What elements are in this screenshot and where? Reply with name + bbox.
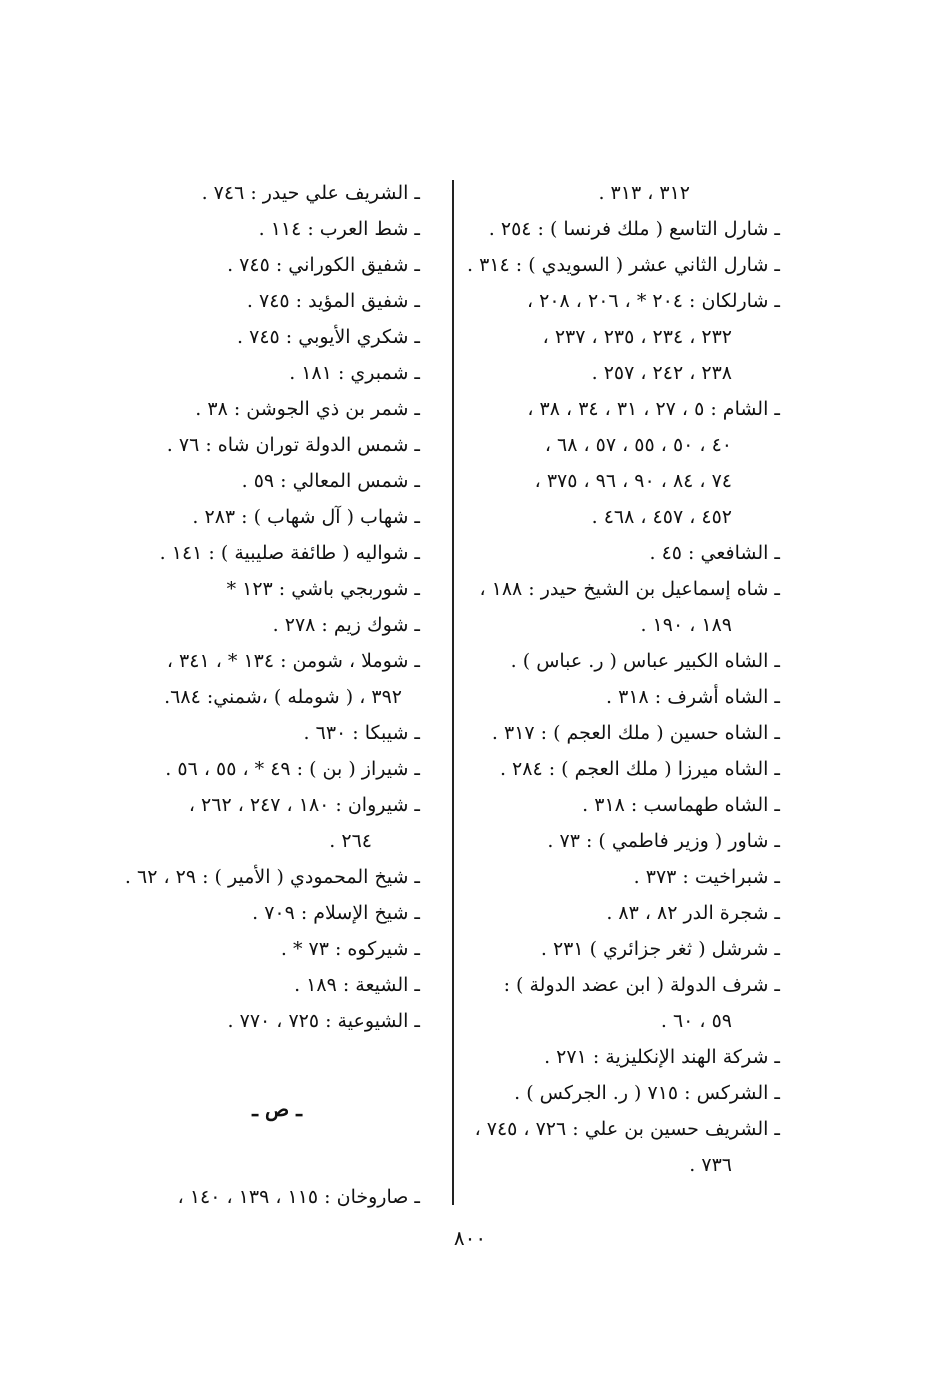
index-entry-continuation: ٤٠ ، ٥٠ ، ٥٥ ، ٥٧ ، ٦٨ ، <box>544 434 732 456</box>
index-entry: ـ شفيق الكوراني : ٧٤٥ . <box>227 254 420 276</box>
page-number: ٨٠٠ <box>453 1226 487 1250</box>
section-heading: ـ ص ـ <box>252 1097 302 1121</box>
index-entry: ـ شهاب ( آل شهاب ) : ٢٨٣ . <box>192 506 420 528</box>
index-entry: ـ الشام : ٥ ، ٢٧ ، ٣١ ، ٣٤ ، ٣٨ ، <box>527 398 780 420</box>
index-entry: ـ شيراز ( بن ) : ٤٩ * ، ٥٥ ، ٥٦ . <box>165 758 420 780</box>
index-entry: ـ الشريف علي حيدر : ٧٤٦ . <box>201 182 420 204</box>
index-entry: ـ شرف الدولة ( ابن عضد الدولة ) : <box>503 974 780 996</box>
index-entry: ـ شفيق المؤيد : ٧٤٥ . <box>246 290 420 312</box>
index-entry-continuation: ١٨٩ ، ١٩٠ . <box>640 614 732 636</box>
index-entry: ـ شيركوه : ٧٣ * . <box>280 938 420 960</box>
index-entry: ـ شمس المعالي : ٥٩ . <box>241 470 420 492</box>
index-entry: ـ شوملا ، شومن : ١٣٤ * ، ٣٤١ ، <box>166 650 420 672</box>
index-entry: ـ الشيعة : ١٨٩ . <box>294 974 420 996</box>
index-entry: ـ شيخ الإسلام : ٧٠٩ . <box>252 902 420 924</box>
index-entry: ـ الشريف حسين بن علي : ٧٢٦ ، ٧٤٥ ، <box>474 1118 780 1140</box>
index-entry: ـ شبراخيت : ٣٧٣ . <box>633 866 780 888</box>
index-entry: ـ الشاه حسين ( ملك العجم ) : ٣١٧ . <box>491 722 780 744</box>
index-entry: ـ شرشل ( ثغر جزائري ) ٢٣١ . <box>540 938 780 960</box>
section-gap <box>110 1039 420 1079</box>
index-entry: ـ الشاه ميرزا ( ملك العجم ) : ٢٨٤ . <box>499 758 780 780</box>
index-entry: ـ الشيوعية : ٧٢٥ ، ٧٧٠ . <box>227 1010 420 1032</box>
index-entry-continuation: ٣٩٢ ، ( شومله ) ،شمني: ٦٨٤. <box>164 686 402 708</box>
index-column-right <box>460 175 780 1183</box>
index-entry: ٣١٢ ، ٣١٣ . <box>598 182 690 204</box>
index-entry: ـ شمس الدولة توران شاه : ٧٦ . <box>166 434 420 456</box>
index-entry: ـ شوربجي باشي : ١٢٣ * <box>226 578 420 600</box>
index-entry: ـ شوك زيم : ٢٧٨ . <box>272 614 420 636</box>
index-entry: ـ شيخ المحمودي ( الأمير ) : ٢٩ ، ٦٢ . <box>124 866 420 888</box>
index-entry: ـ الشركس : ٧١٥ ( ر. الجركس ) . <box>514 1082 780 1104</box>
index-entry: ـ شاه إسماعيل بن الشيخ حيدر : ١٨٨ ، <box>479 578 780 600</box>
index-entry: ـ شواليه ( طائفة صليبية ) : ١٤١ . <box>159 542 420 564</box>
index-entry: ـ الشاه الكبير عباس ( ر. عباس ) . <box>510 650 780 672</box>
index-entry: ـ شارل الثاني عشر ( السويدي ) : ٣١٤ . <box>467 254 780 276</box>
index-entry: ـ شركة الهند الإنكليزية : ٢٧١ . <box>544 1046 780 1068</box>
index-entry-continuation: ٤٥٢ ، ٤٥٧ ، ٤٦٨ . <box>591 506 732 528</box>
index-entry-continuation: ٧٣٦ . <box>689 1154 732 1176</box>
index-entry: ـ شمبري : ١٨١ . <box>289 362 420 384</box>
index-entry: ـ شيروان : ١٨٠ ، ٢٤٧ ، ٢٦٢ ، <box>188 794 420 816</box>
index-entry: ـ شط العرب : ١١٤ . <box>258 218 420 240</box>
index-entry-continuation: ٢٦٤ . <box>329 830 372 852</box>
section-gap <box>110 1139 420 1179</box>
index-entry: ـ صاروخان : ١١٥ ، ١٣٩ ، ١٤٠ ، <box>177 1186 420 1208</box>
index-entry: ـ شكري الأيوبي : ٧٤٥ . <box>237 326 420 348</box>
index-entry: ـ شمر بن ذي الجوشن : ٣٨ . <box>195 398 420 420</box>
index-entry-continuation: ٢٣٨ ، ٢٤٢ ، ٢٥٧ . <box>591 362 732 384</box>
index-entry-continuation: ٢٣٢ ، ٢٣٤ ، ٢٣٥ ، ٢٣٧ ، <box>542 326 732 348</box>
index-entry: ـ شارل التاسع ( ملك فرنسا ) : ٢٥٤ . <box>488 218 780 240</box>
index-entry: ـ شيبكا : ٦٣٠ . <box>303 722 420 744</box>
index-entry: ـ الشاه أشرف : ٣١٨ . <box>606 686 780 708</box>
index-entry: ـ شجرة الدر ٨٢ ، ٨٣ . <box>606 902 780 924</box>
column-divider <box>452 180 454 1205</box>
index-column-left <box>110 175 420 1215</box>
index-entry: ـ شاور ( وزير فاطمي ) : ٧٣ . <box>547 830 780 852</box>
index-entry-continuation: ٥٩ ، ٦٠ . <box>660 1010 732 1032</box>
index-entry: ـ الشاه طهماسب : ٣١٨ . <box>582 794 780 816</box>
index-entry: ـ الشافعي : ٤٥ . <box>649 542 780 564</box>
index-entry-continuation: ٧٤ ، ٨٤ ، ٩٠ ، ٩٦ ، ٣٧٥ ، <box>534 470 732 492</box>
index-entry: ـ شارلكان : ٢٠٤ * ، ٢٠٦ ، ٢٠٨ ، <box>526 290 780 312</box>
